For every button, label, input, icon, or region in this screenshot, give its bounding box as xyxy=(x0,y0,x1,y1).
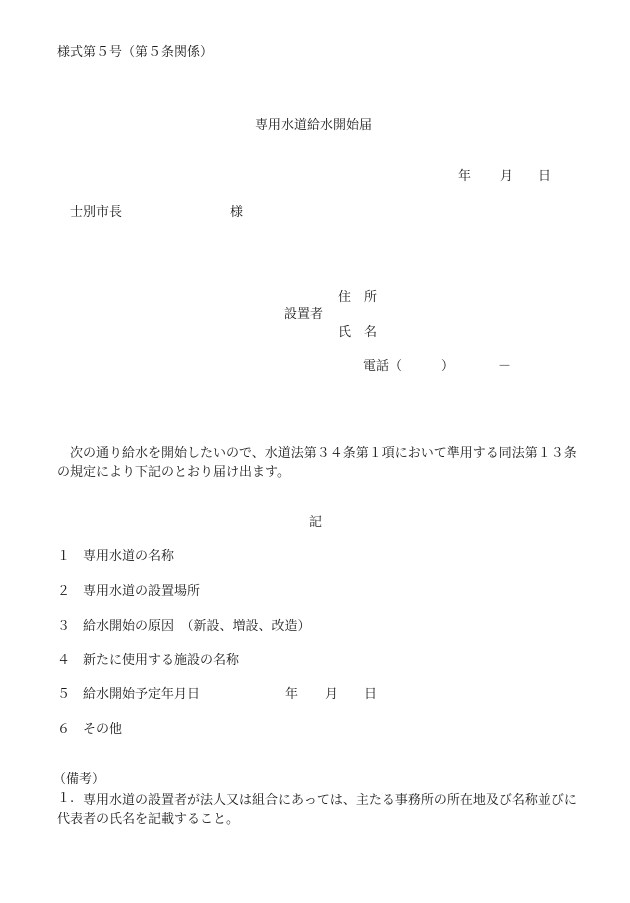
date-day: 日 xyxy=(538,169,552,184)
item-number: ５ xyxy=(57,687,71,702)
item-number: ４ xyxy=(57,653,71,668)
remarks-note-text: 専用水道の設置者が法人又は組合にあっては、主たる事務所の所在地及び名称並びに代表者の氏名を記載すること。 xyxy=(57,793,577,827)
date-year: 年 xyxy=(458,169,472,184)
date-month: 月 xyxy=(500,169,514,184)
installer-label: 設置者 xyxy=(284,307,324,322)
addressee-name: 士別市長 xyxy=(70,205,123,220)
item-number: ２ xyxy=(57,584,71,599)
item-label: その他 xyxy=(83,722,123,737)
installer-phone-dash: － xyxy=(498,359,512,374)
list-item xyxy=(57,619,311,635)
document-title: 専用水道給水開始届 xyxy=(255,118,373,133)
item-label: 給水開始の原因 （新設、増設、改造） xyxy=(83,619,311,634)
record-heading: 記 xyxy=(309,515,323,530)
item-label: 専用水道の設置場所 xyxy=(83,584,201,599)
item5-month: 月 xyxy=(325,687,339,702)
installer-phone-close: ） xyxy=(441,359,455,374)
list-item xyxy=(57,653,239,669)
item-label: 専用水道の名称 xyxy=(83,549,175,564)
form-number: 様式第５号（第５条関係） xyxy=(57,45,214,60)
item5-year: 年 xyxy=(285,687,299,702)
installer-phone-label: 電話（ xyxy=(363,359,403,374)
item5-day: 日 xyxy=(364,687,378,702)
installer-name-label: 氏 名 xyxy=(338,325,378,340)
list-item xyxy=(57,687,200,703)
remarks-note-number: １. xyxy=(57,791,75,806)
item-number: １ xyxy=(57,549,71,564)
list-item xyxy=(57,722,122,738)
item-number: ３ xyxy=(57,619,71,634)
list-item xyxy=(57,549,174,565)
installer-address-label: 住 所 xyxy=(338,290,378,305)
body-paragraph: 次の通り給水を開始したいので、水道法第３４条第１項において準用する同法第１３条の規定により下記のとおり届け出ます。 xyxy=(57,446,577,480)
item-label: 新たに使用する施設の名称 xyxy=(83,653,240,668)
addressee-honorific: 様 xyxy=(230,205,244,220)
item-label: 給水開始予定年月日 xyxy=(83,687,201,702)
list-item xyxy=(57,584,200,600)
remarks-heading: （備考） xyxy=(53,772,106,787)
item-number: ６ xyxy=(57,722,71,737)
